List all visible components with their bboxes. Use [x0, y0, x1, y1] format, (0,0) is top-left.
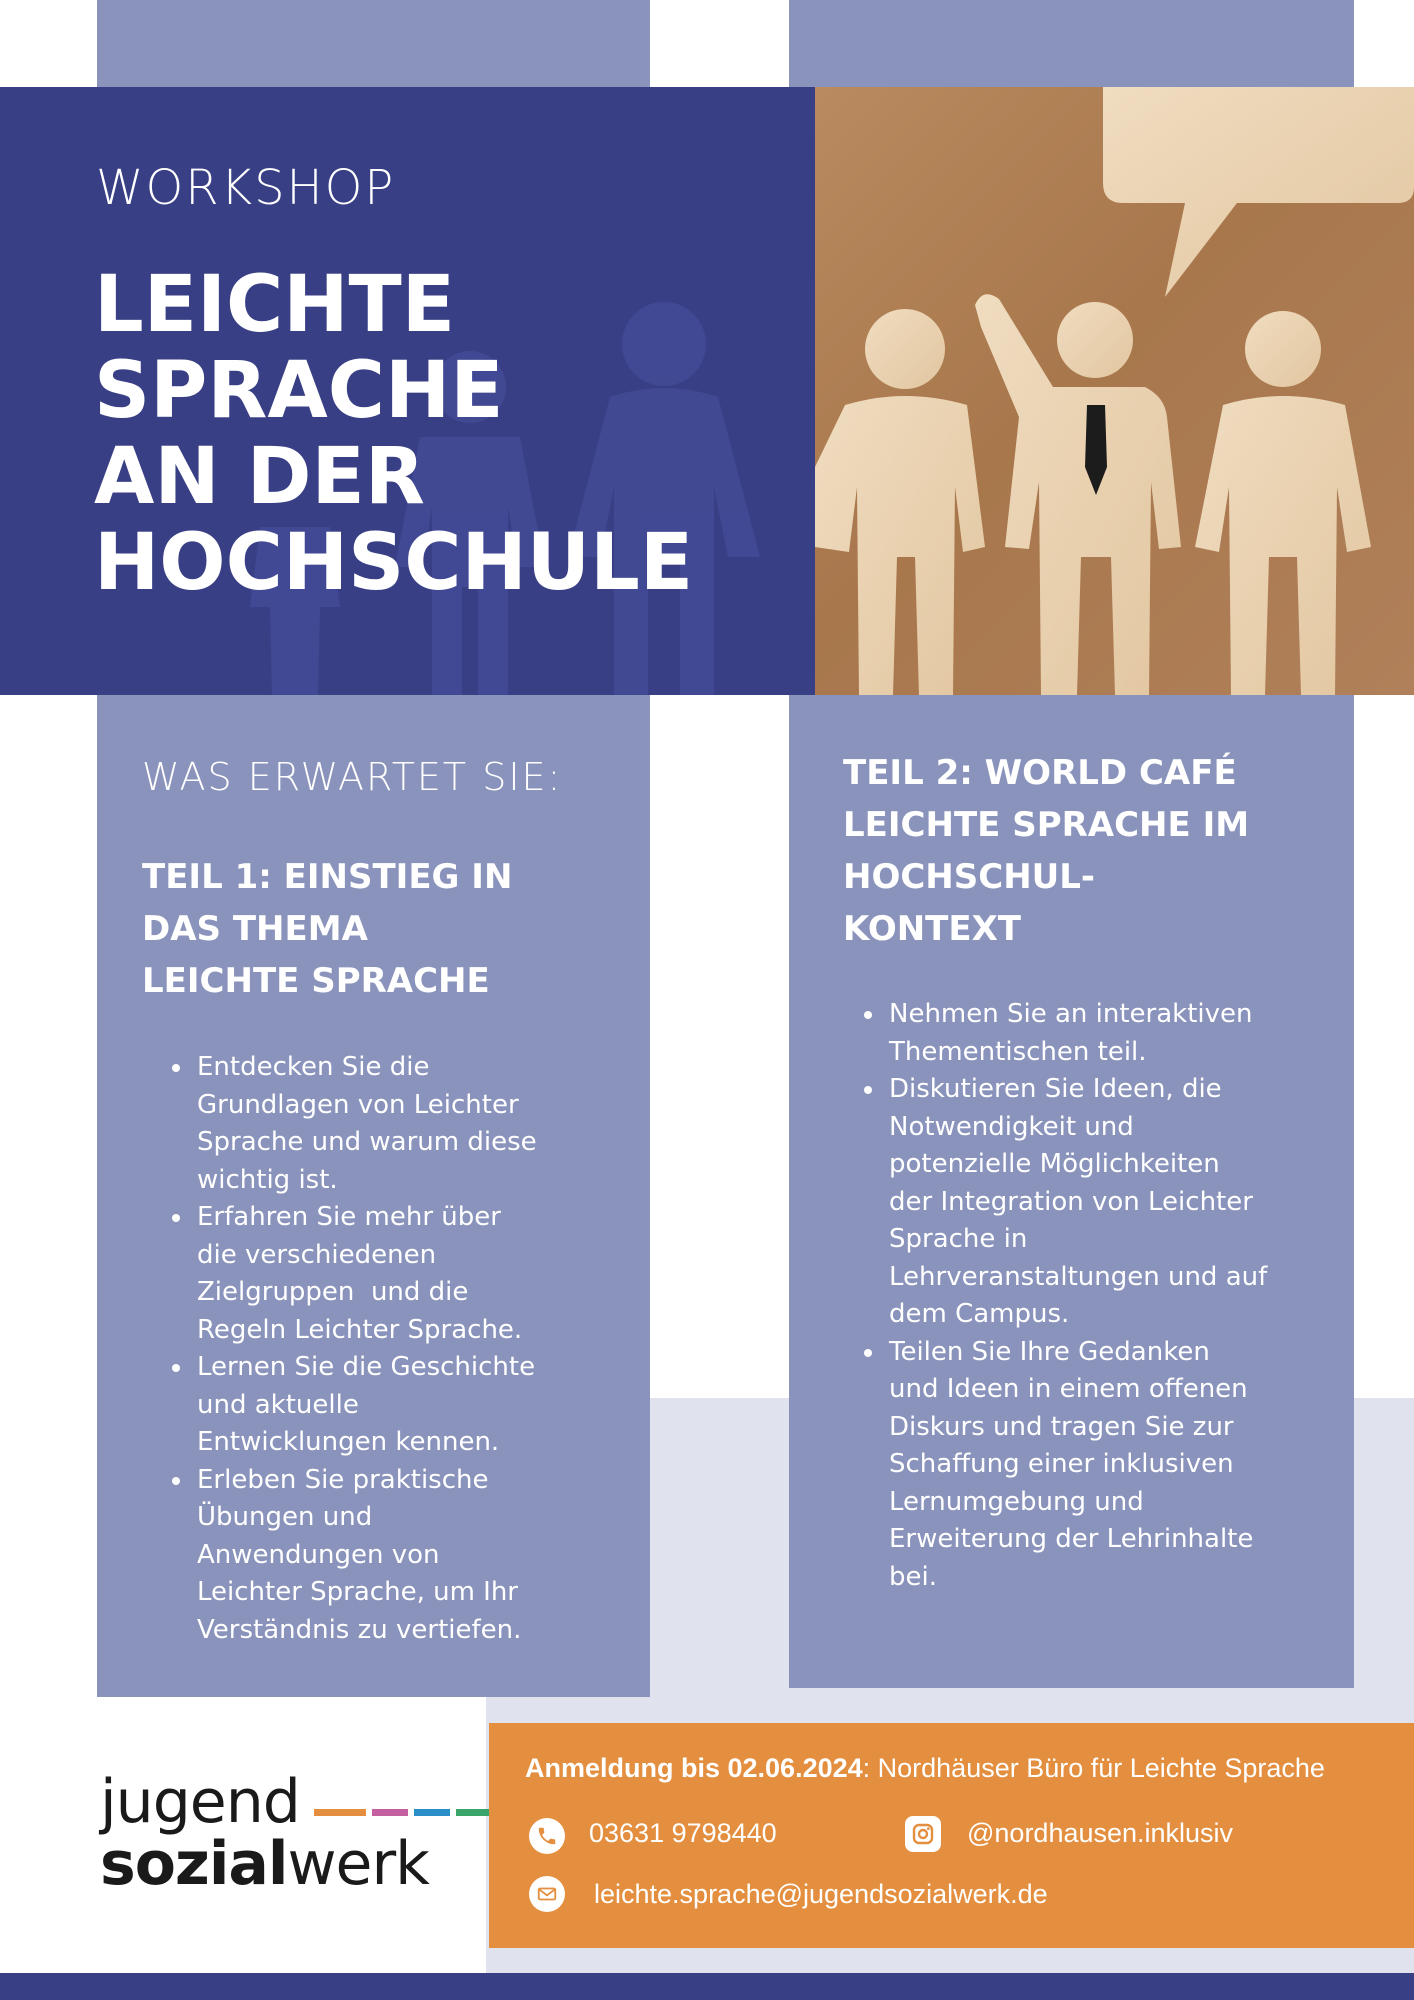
bullet-line: Grundlagen von Leichter — [197, 1089, 519, 1120]
logo-word-sozialwerk — [100, 1829, 492, 1899]
bullet-line: und Ideen in einem offenen — [889, 1374, 1248, 1404]
logo-bar — [414, 1809, 450, 1816]
left-column — [97, 695, 650, 1697]
title-line: SPRACHE — [94, 346, 504, 436]
bullet-line: Regeln Leichter Sprache. — [197, 1314, 523, 1345]
instagram-handle[interactable]: @nordhausen.inklusiv — [967, 1818, 1234, 1848]
bullet-line: Lernumgebung und — [889, 1486, 1144, 1517]
logo-bar — [314, 1809, 366, 1816]
contact-box — [489, 1723, 1414, 1948]
bullet-line: Diskurs und tragen Sie zur — [889, 1411, 1234, 1442]
list-item — [889, 1334, 1344, 1597]
title-line: LEICHTE — [94, 260, 456, 350]
part1-bullet-list — [197, 1049, 637, 1649]
section-subtitle: WAS ERWARTET SIE: — [142, 755, 563, 799]
bottom-bar — [0, 1973, 1414, 2000]
bullet-line: der Integration von Leichter — [889, 1186, 1253, 1217]
email-icon — [529, 1876, 565, 1912]
heading-line: HOCHSCHUL- — [843, 857, 1096, 897]
bullet-line: Übungen und — [197, 1502, 373, 1532]
part1-heading — [142, 851, 642, 1007]
bullet-line: die verschiedenen — [197, 1239, 437, 1270]
bullet-line: Teilen Sie Ihre Gedanken — [889, 1336, 1210, 1367]
bullet-line: Erleben Sie praktische — [197, 1464, 489, 1495]
bullet-line: wichtig ist. — [197, 1164, 338, 1195]
logo-area — [0, 1697, 486, 1973]
page-title — [94, 262, 814, 606]
bullet-line: Sprache und warum diese — [197, 1127, 537, 1157]
jugendsozialwerk-logo — [100, 1767, 492, 1899]
bullet-line: Lehrveranstaltungen und auf — [889, 1261, 1268, 1292]
bullet-line: Thementischen teil. — [889, 1036, 1147, 1067]
registration-line — [525, 1753, 1325, 1784]
logo-word-werk: werk — [287, 1829, 429, 1899]
list-item — [889, 1071, 1344, 1334]
heading-line: TEIL 2: WORLD CAFÉ — [843, 753, 1237, 793]
bullet-line: bei. — [889, 1561, 937, 1592]
bullet-line: Leichter Sprache, um Ihr — [197, 1577, 519, 1607]
list-item — [197, 1199, 637, 1349]
heading-line: KONTEXT — [843, 909, 1022, 949]
part2-bullet-list — [889, 996, 1344, 1596]
bullet-line: Entwicklungen kennen. — [197, 1427, 500, 1457]
bullet-line: Sprache in — [889, 1224, 1028, 1254]
bullet-line: Zielgruppen und die — [197, 1277, 469, 1307]
bullet-line: Anwendungen von — [197, 1539, 440, 1570]
bullet-line: Diskutieren Sie Ideen, die — [889, 1074, 1222, 1104]
bullet-line: Entdecken Sie die — [197, 1052, 430, 1082]
phone-number[interactable]: 03631 9798440 — [589, 1818, 777, 1848]
heading-line: DAS THEMA — [142, 909, 368, 949]
heading-line: LEICHTE SPRACHE — [142, 961, 490, 1001]
left-stripe-top — [97, 0, 650, 87]
bullet-line: Nehmen Sie an interaktiven — [889, 999, 1253, 1029]
bullet-line: Lernen Sie die Geschichte — [197, 1352, 536, 1382]
title-line: AN DER — [94, 432, 425, 522]
right-stripe-top — [789, 0, 1354, 87]
instagram-icon — [905, 1816, 941, 1852]
part2-heading — [843, 747, 1343, 955]
phone-icon — [529, 1818, 565, 1854]
heading-line: TEIL 1: EINSTIEG IN — [142, 857, 513, 897]
heading-line: LEICHTE SPRACHE IM — [843, 805, 1250, 845]
wooden-figures-image — [815, 87, 1414, 695]
list-item — [197, 1462, 637, 1650]
logo-word-sozial: sozial — [100, 1829, 288, 1899]
bullet-line: Schaffung einer inklusiven — [889, 1449, 1234, 1479]
bullet-line: dem Campus. — [889, 1299, 1070, 1329]
logo-bar — [372, 1809, 408, 1816]
registration-office: : Nordhäuser Büro für Leichte Sprache — [862, 1753, 1325, 1783]
logo-color-bars — [314, 1809, 492, 1816]
list-item — [197, 1349, 637, 1462]
bullet-line: Verständnis zu vertiefen. — [197, 1614, 522, 1645]
list-item — [197, 1049, 637, 1199]
list-item — [889, 996, 1344, 1071]
bullet-line: und aktuelle — [197, 1389, 359, 1420]
registration-deadline: Anmeldung bis 02.06.2024 — [525, 1753, 863, 1783]
bullet-line: Erfahren Sie mehr über — [197, 1202, 501, 1232]
title-line: HOCHSCHULE — [94, 518, 694, 608]
logo-word-jugend: jugend — [100, 1767, 300, 1837]
logo-bar — [456, 1809, 492, 1816]
bullet-line: potenzielle Möglichkeiten — [889, 1149, 1220, 1179]
hero-photo — [815, 87, 1414, 695]
bullet-line: Erweiterung der Lehrinhalte — [889, 1524, 1254, 1554]
right-column — [789, 695, 1354, 1688]
bullet-line: Notwendigkeit und — [889, 1111, 1134, 1142]
email-address[interactable]: leichte.sprache@jugendsozialwerk.de — [594, 1879, 1048, 1909]
workshop-kicker: WORKSHOP — [96, 160, 396, 216]
